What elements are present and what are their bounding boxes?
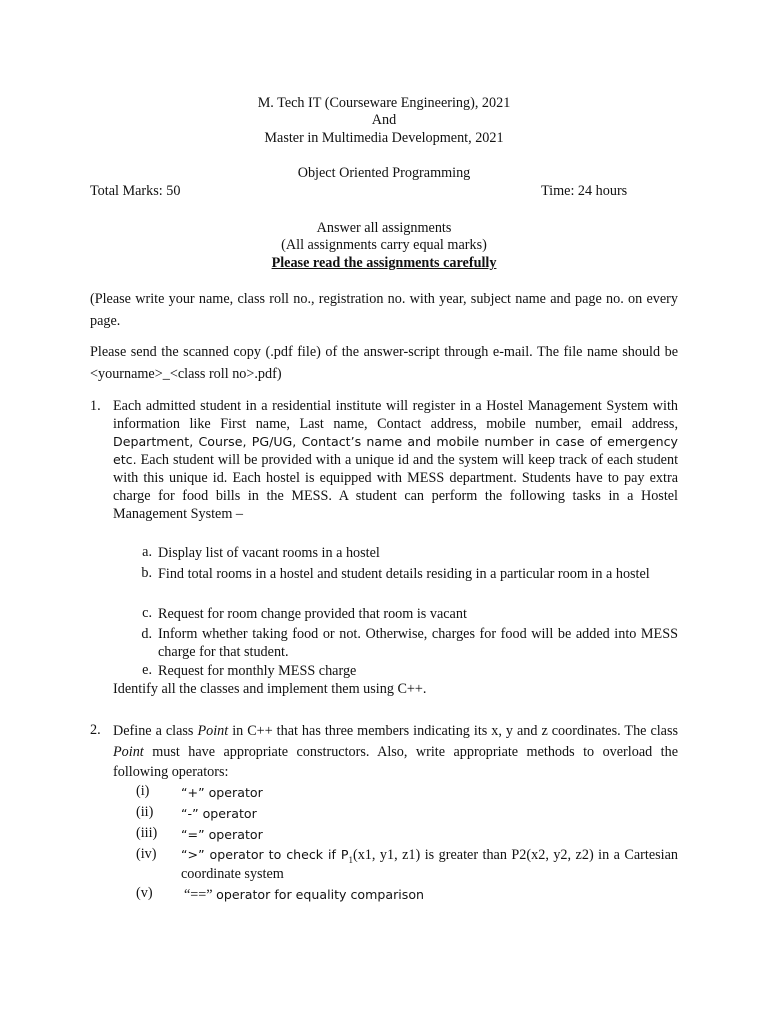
question-1-footer: Identify all the classes and implement them using C++. bbox=[113, 681, 427, 697]
question-2-number: 2. bbox=[90, 722, 101, 738]
q2-item-label: (iv) bbox=[136, 846, 157, 862]
q1-item-text: Inform whether taking food or not. Otherwise, charges for food will be added into MESS charge for that student. bbox=[158, 626, 678, 660]
subject-title: Object Oriented Programming bbox=[297, 165, 471, 181]
q2-item-text: “-” operator bbox=[181, 806, 257, 821]
question-2-text-2: in C++ that has three members indicating its x, y and z coordinates. The class bbox=[232, 723, 679, 739]
q2-item-label: (v) bbox=[136, 885, 153, 901]
q1-item-label: d. bbox=[141, 626, 152, 642]
q2-item-label: (ii) bbox=[136, 804, 154, 820]
q1-item-text: Request for room change provided that room is vacant bbox=[158, 606, 467, 622]
instruction-read-carefully: Please read the assignments carefully bbox=[271, 255, 497, 271]
class-name-point: Point bbox=[197, 723, 229, 739]
q1-item-label: a. bbox=[142, 544, 152, 560]
note-send-pdf: Please send the scanned copy (.pdf file) of the answer-script through e-mail. The file name should be <yourname>_<class roll no>.pdf) bbox=[90, 344, 678, 382]
q1-item-text: Find total rooms in a hostel and student details residing in a particular room in a hostel bbox=[158, 566, 650, 582]
question-1-text bbox=[113, 397, 678, 523]
q2-item-iv-post: (x1, y1, z1) is greater than P2(x2, y2, z2) in a Cartesian coordinate system bbox=[181, 847, 679, 882]
q2-item-v-text: operator for equality comparison bbox=[216, 887, 425, 902]
question-2-text bbox=[113, 721, 678, 783]
q1-item-label: e. bbox=[142, 662, 152, 678]
course-title-and: And bbox=[371, 112, 397, 128]
q1-item-label: c. bbox=[142, 605, 152, 621]
class-name-point: Point bbox=[113, 743, 144, 760]
q2-item-iv-pre: “>” operator to check if P bbox=[181, 847, 349, 862]
q2-item-text bbox=[181, 845, 678, 884]
course-title-2: Master in Multimedia Development, 2021 bbox=[264, 130, 504, 146]
q1-item-text: Display list of vacant rooms in a hostel bbox=[158, 545, 380, 561]
q2-item-text: “=” operator bbox=[181, 827, 263, 842]
question-2-text-3: must have appropriate constructors. Also, write appropriate methods to overload the following operators: bbox=[113, 743, 678, 780]
question-1-number: 1. bbox=[90, 398, 101, 414]
q2-item-label: (i) bbox=[136, 783, 150, 799]
q2-item-v-eq: “==” bbox=[184, 887, 213, 903]
q2-item-text bbox=[184, 884, 681, 906]
question-1-text-a: Each admitted student in a residential institute will register in a Hostel Management System with information like First name, Last name, Contact address, mobile number, email address, bbox=[113, 398, 678, 432]
q2-item-iv-sub: 1 bbox=[348, 854, 353, 865]
q1-item-text: Request for monthly MESS charge bbox=[158, 663, 357, 679]
course-title-1: M. Tech IT (Courseware Engineering), 2021 bbox=[257, 95, 511, 111]
instruction-answer-all: Answer all assignments bbox=[316, 220, 452, 236]
q2-item-text: “+” operator bbox=[181, 785, 263, 800]
time-limit: Time: 24 hours bbox=[541, 183, 628, 199]
total-marks: Total Marks: 50 bbox=[90, 183, 181, 199]
note-write-details: (Please write your name, class roll no., registration no. with year, subject name and page no. on every page. bbox=[90, 291, 678, 329]
question-1-text-b: Department, Course, PG/UG, Contact’s name and mobile number in case of emergency etc. bbox=[113, 434, 678, 467]
question-1-text-c: Each student will be provided with a unique id and the system will keep track of each student with this unique id. Each hostel is equipped with MESS department. Students have to pay extra charge for food bills in the MESS. A student can perform the following tasks in a Hostel Management System – bbox=[113, 452, 679, 522]
q1-item-label: b. bbox=[141, 565, 152, 581]
q2-item-label: (iii) bbox=[136, 825, 158, 841]
question-2-text-1: Define a class bbox=[113, 723, 194, 739]
instruction-equal-marks: (All assignments carry equal marks) bbox=[281, 237, 487, 253]
